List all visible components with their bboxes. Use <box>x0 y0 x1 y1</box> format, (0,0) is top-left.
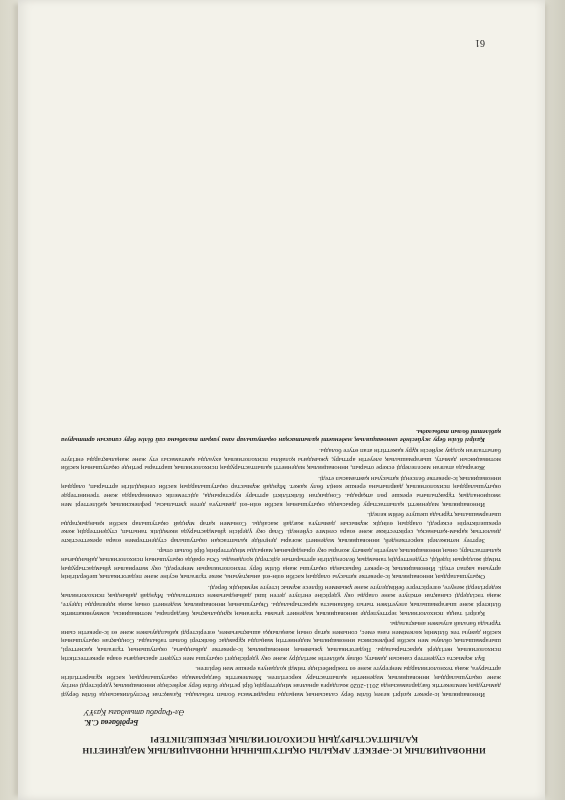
page-content-rotated <box>18 0 545 800</box>
article-title: ИННОВАЦИЯЛЫҚ ІС-ӘРЕКЕТ АРҚЫЛЫ ОҚЫТУШЫНЫҢ ИННОВАЦИЯЛЫҚ МӘДЕНИЕТІН ҚАЛЫПТАСТЫРУДЫҢ ПСИХОЛОГИЯЛЫҚ ЕРЕКШЕЛІКТЕРІ <box>82 735 486 756</box>
paragraph: Инновациялық іс-әрекет қазіргі кезең білім беру саласының маңызды парадигмасы болып табылады. Қазақстан Республикасында білім беруді дамытудың мемлекеттік бағдарламасында 2011-2020 жылдарға арналған міндеттердің бірі ретінде білім беру жүйесінде инновациялық үдерістерді енгізу және оқытушылардың инновациялық мәдениетін қалыптастыру көрсетілген. Мемлекеттік бағдарламада оқытушылардың кәсіби құзыреттілігін арттыруға, жаңа технологияларды меңгеруге және өз тәжірибесінде тиімді қолдануға ерекше мән берілген. <box>61 665 501 698</box>
closing-paragraph: Қазіргі білім беру жүйесінде инновациялық мәдениеті қалыптасқан оқытушылар ғана уақыт талабына сай білім беру сапасын арттыруға қабілетті болып табылады. <box>61 427 501 444</box>
paragraph: Оқытушылардың инновациялық іс-әрекетке қатысуы олардың кәсіби өзін-өзі анықтауына, жеке тұлғалық өсуіне және педагогикалық шеберлігінің артуына ықпал етеді. Инновациялық іс-әрекет барысында оқытушы жаңа білім беру технологияларын меңгереді, оқу материалын ұйымдастырудың тиімді жолдарын іздейді, студенттердің танымдық белсенділігін арттыратын әдістерді қолданады. Осы орайда оқытушының психологиялық дайындығын қалыптастыру, оның инновациялық әлеуетін дамыту жоғары оқу орындарының маңызды міндеттерінің бірі болып отыр. <box>61 547 501 581</box>
author-affiliation: Әл-Фараби атындағы ҚазҰУ <box>84 708 185 717</box>
paragraph: Бұл жұмыста студенттер санасын дамыту, ойлау қабілетін жетілдіру және оқу үдерісіндегі оқытушы мен студент арасындағы өзара әрекеттестіктің психологиялық негіздері қарастырылады. Педагогикалық ұжымның инновациялық іс-әрекетке дайындығы, оқытушының тұлғалық қасиеттері, шығармашылық ойлауы мен кәсіби рефлексиясы инновациялық мәдениеттің маңызды құрамдас бөліктері болып табылады. Сондықтан оқытушының кәсіби дамуы тек білімнің көлемімен ғана емес, сонымен қатар оның жаңалыққа ашықтығымен, өзгерістерді қабылдауымен және өз іс-әрекетін сыни тұрғыда бағалай алуымен анықталады. <box>61 620 501 662</box>
document-page <box>18 0 545 800</box>
article-body <box>61 92 501 698</box>
paragraph: Зерттеу нәтижелері көрсеткендей, инновациялық мәдениеті жоғары деңгейде қалыптасқан оқытушылар студенттермен өзара әрекеттестікте диалогтық қарым-қатынасқа, серіктестікке және өзара сенімге сүйенеді. Олар оқу үдерісін ұйымдастыруда икемділік танытып, студенттердің жеке ерекшеліктерін ескереді, олардың өзіндік жұмысын дамытуға жағдай жасайды. Сонымен қатар мұндай оқытушылар кәсіби қиындықтарды шығармашылық тұрғыда шешуге бейім келеді. <box>61 511 501 544</box>
page-number: 61 <box>475 37 485 48</box>
paragraph: Қазіргі таңда психологиялық зерттеулерде инновациялық мәдениет ұғымы тұлғаның құндылықтық бағдарлары, мотивациясы, коммуникативтік біліктері және шығармашылық әлеуетімен тығыз байланыста қарастырылады. Оқытушының инновациялық мәдениеті оның жаңа идеяларды іздеуге, жаңа тәсілдерді сынақтан өткізуге және оларды оқу үдерісіне енгізуге деген ішкі дайындығымен сипатталады. Мұндай дайындық психологиялық кедергілерді жеңуге, өзгерістерге бейімделуге және ұжыммен бірлесе жұмыс істеуге мүмкіндік береді. <box>61 583 501 617</box>
paragraph: Инновациялық мәдениетті қалыптастыру барысында оқытушының кәсіби өзін-өзі дамытуға деген ұмтылысы, рефлексиялық қабілеттері мен эмоционалдық тұрақтылығы ерекше рөл атқарады. Сондықтан біліктілікті арттыру курстарында, әдістемелік семинарларда және тренингтерде оқытушылардың психологиялық даярлығына ерекше көңіл бөлу қажет. Мұндай жұмыстар оқытушылардың кәсіби сенімділігін арттырып, олардың инновациялық іс-әрекетке белсенді қатысуын қамтамасыз етеді. <box>61 474 501 508</box>
paragraph: Жоғарыда аталған мәселелерді ескере отырып, инновациялық мәдениетті қалыптастырудың психологиялық шарттары ретінде оқытушының кәсіби мотивациясын дамыту, шығармашылық әлеуетін арттыру, ұжымдағы қолайлы психологиялық ахуалды қамтамасыз ету және жаңалықтарды енгізуге бағытталған қолдау жүйесін құру қажеттігін атап өтуге болады. <box>61 446 501 472</box>
author-block <box>84 707 184 727</box>
author-name: Бердібаева С.К. <box>84 718 139 727</box>
